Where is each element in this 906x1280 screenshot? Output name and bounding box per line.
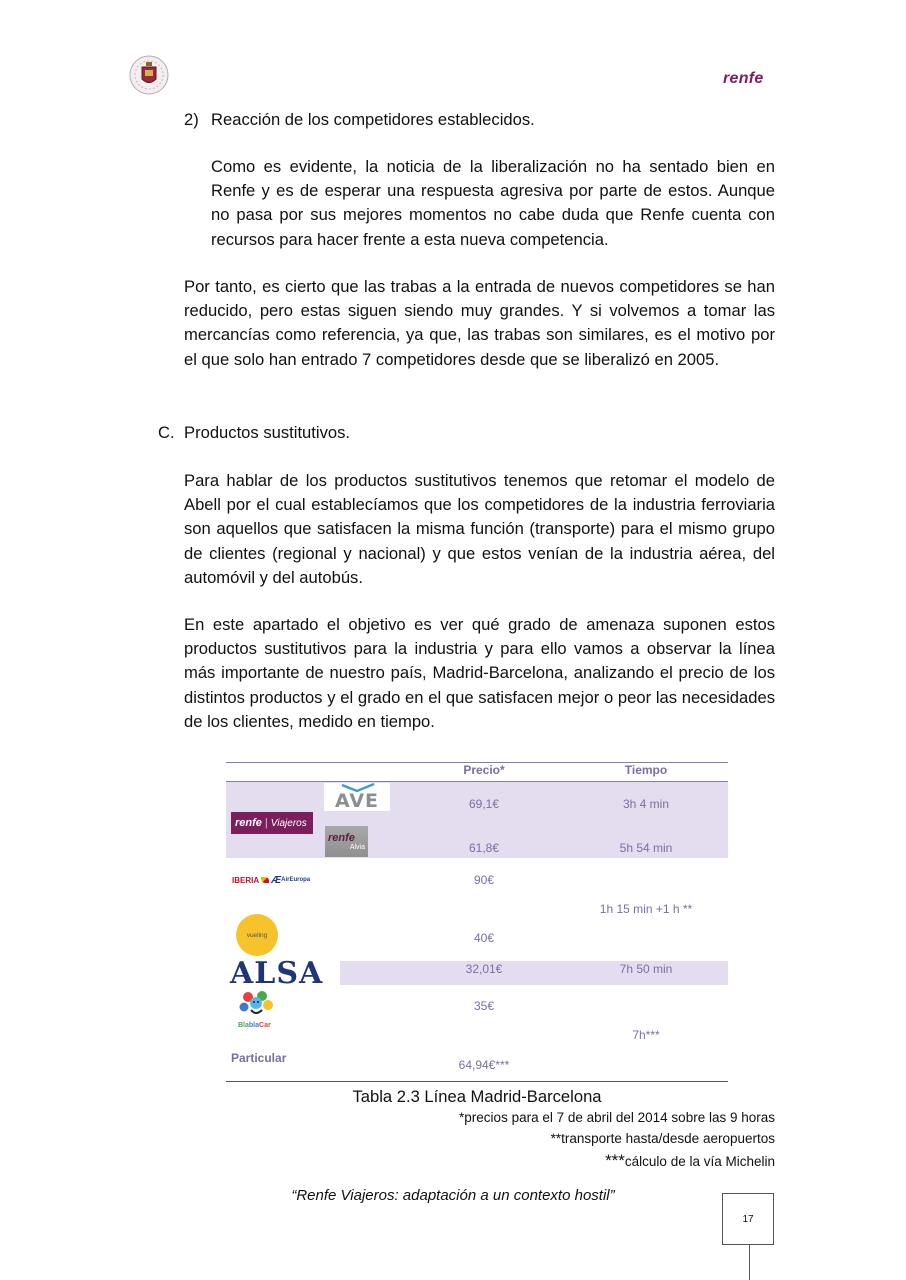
alvia-word: Alvia bbox=[349, 844, 365, 851]
vueling-price: 40€ bbox=[473, 931, 495, 945]
ave-time: 3h 4 min bbox=[622, 797, 670, 811]
paragraph: En este apartado el objetivo es ver qué grado de amenaza suponen estos productos sustitutivos para la industria y para ello vamos a observar la línea más importante de nuestro país, Madrid-Barcelona, analizando el precio de los distintos productos y el grado en el que satisfacen mejor o peor las necesidades de los clientes, medido en tiempo. bbox=[184, 615, 775, 731]
alsa-word: ALSA bbox=[230, 956, 324, 991]
iberia-aireuropa-logo bbox=[232, 872, 310, 888]
aireuropa-word: AirEuropa bbox=[281, 877, 311, 883]
comparison-table bbox=[226, 762, 728, 1082]
footnote-2: **transporte hasta/desde aeropuertos bbox=[550, 1131, 775, 1146]
footnote-3-stars: *** bbox=[605, 1151, 625, 1170]
particular-label: Particular bbox=[231, 1051, 287, 1065]
ave-word: AVE bbox=[334, 790, 380, 812]
renfe-word: renfe bbox=[235, 817, 262, 829]
blablacar-bla2: bla bbox=[248, 1022, 260, 1029]
alsa-time: 7h 50 min bbox=[619, 962, 673, 976]
ave-price: 69,1€ bbox=[468, 797, 500, 811]
car-time: 7h*** bbox=[632, 1028, 660, 1042]
particular-price: 64,94€*** bbox=[458, 1058, 510, 1072]
paragraph: Para hablar de los productos sustitutivos tenemos que retomar el modelo de Abell por el cual establecíamos que los competidores de la industria ferroviaria son aquellos que satisfacen la misma función (transporte) para el mismo grupo de clientes (regional y nacional) y que estos venían de la industria aérea, del automóvil y del autobús. bbox=[184, 471, 775, 587]
vueling-word: vueling bbox=[246, 931, 268, 939]
vueling-logo bbox=[236, 914, 278, 956]
aireuropa-swirl-icon: Æ bbox=[271, 874, 282, 886]
item-number: 2) bbox=[184, 110, 199, 129]
blablacar-bla1: Bla bbox=[238, 1022, 249, 1029]
alvia-time: 5h 54 min bbox=[619, 841, 673, 855]
blablacar-car: Car bbox=[259, 1022, 271, 1029]
column-header-tiempo: Tiempo bbox=[624, 763, 668, 777]
section-title: Productos sustitutivos. bbox=[184, 423, 351, 442]
alvia-logo bbox=[325, 826, 368, 857]
viajeros-word: Viajeros bbox=[270, 817, 307, 829]
section-letter: C. bbox=[158, 423, 175, 442]
item-paragraph: Como es evidente, la noticia de la liberalización no ha sentado bien en Renfe y es de esperar una respuesta agresiva por parte de estos. Aunque no pasa por sus mejores momentos no cabe duda que Renfe cuenta con recursos para hacer frente a esta nueva competencia. bbox=[211, 157, 775, 249]
page-number-box bbox=[722, 1193, 774, 1245]
table-caption: Tabla 2.3 Línea Madrid-Barcelona bbox=[352, 1087, 602, 1106]
item-title: Reacción de los competidores establecidos. bbox=[211, 110, 535, 129]
iberia-word: IBERIA bbox=[232, 875, 260, 885]
university-seal-logo bbox=[128, 52, 170, 98]
paragraph: Por tanto, es cierto que las trabas a la entrada de nuevos competidores se han reducido, pero estas siguen siendo muy grandes. Y si volvemos a tomar las mercancías como referencia, ya que, las trabas son similares, es el motivo por el que solo han entrado 7 competidores desde que se liberalizó en 2005. bbox=[184, 277, 775, 369]
iberia-wing-icon bbox=[261, 877, 269, 883]
renfe-viajeros-logo: renfe | Viajeros bbox=[231, 812, 313, 834]
plane-time: 1h 15 min +1 h ** bbox=[599, 902, 693, 916]
footnote-3 bbox=[605, 1151, 775, 1171]
alsa-logo bbox=[226, 956, 340, 991]
blablacar-price: 35€ bbox=[473, 999, 495, 1013]
ave-logo bbox=[324, 783, 390, 811]
blablacar-face-icon bbox=[236, 989, 276, 1019]
renfe-header-logo: renfe bbox=[723, 70, 764, 87]
footnote-3-text: cálculo de la vía Michelin bbox=[624, 1154, 775, 1169]
blablacar-logo bbox=[236, 989, 276, 1031]
footnote-1: *precios para el 7 de abril del 2014 sobre las 9 horas bbox=[459, 1110, 775, 1125]
alsa-price: 32,01€ bbox=[465, 962, 503, 976]
page-number: 17 bbox=[742, 1213, 754, 1225]
footer-title: “Renfe Viajeros: adaptación a un contexto hostil” bbox=[291, 1187, 615, 1204]
alvia-price: 61,8€ bbox=[468, 841, 500, 855]
page-number-stem bbox=[749, 1245, 750, 1280]
iberia-price: 90€ bbox=[473, 873, 495, 887]
alvia-renfe-word: renfe bbox=[328, 832, 355, 844]
column-header-precio: Precio* bbox=[463, 763, 505, 777]
